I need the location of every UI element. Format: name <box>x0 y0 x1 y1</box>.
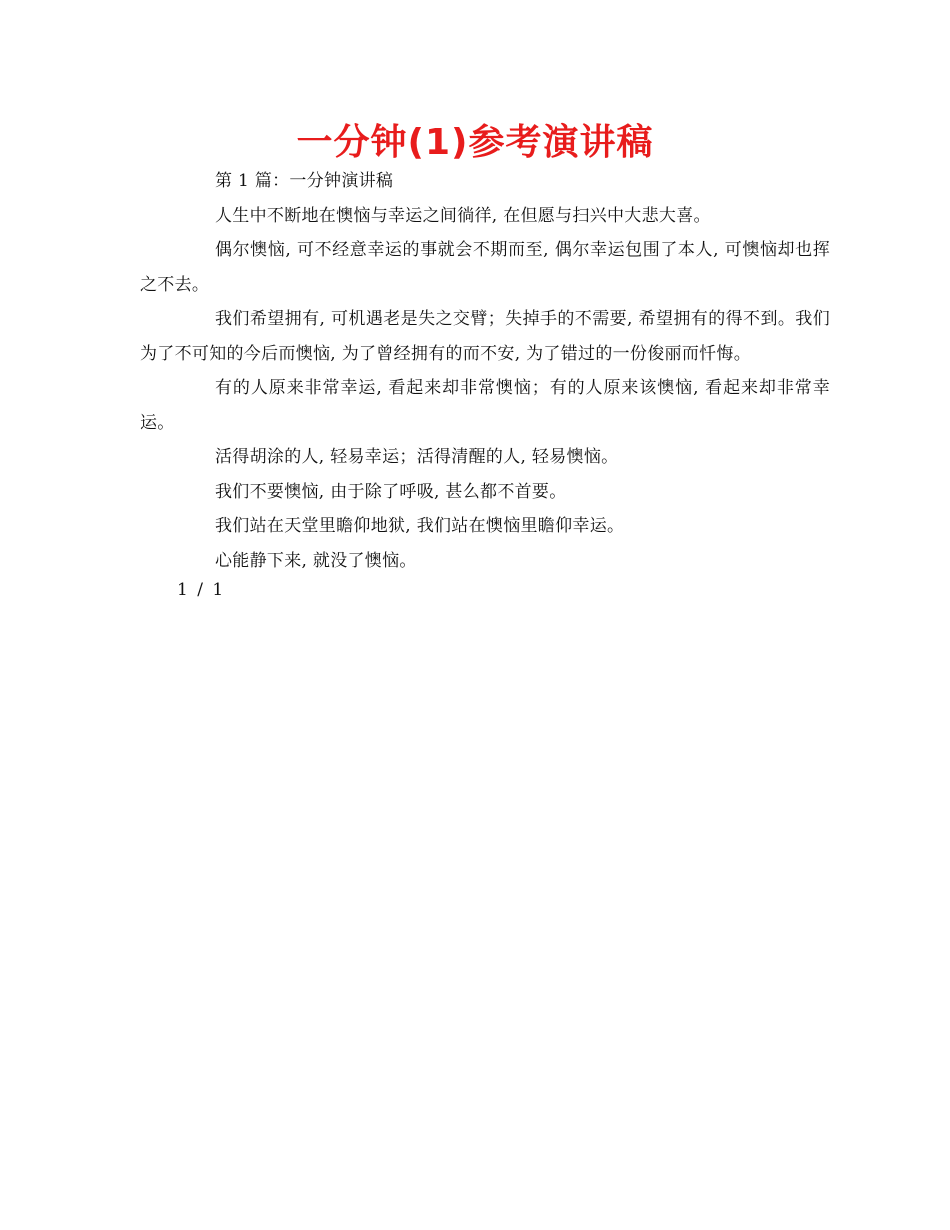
paragraph: 有的人原来非常幸运, 看起来却非常懊恼；有的人原来该懊恼, 看起来却非常幸运。 <box>140 378 830 433</box>
paragraph: 我们不要懊恼, 由于除了呼吸, 甚么都不首要。 <box>215 481 567 502</box>
paragraph: 我们希望拥有, 可机遇老是失之交臂；失掉手的不需要, 希望拥有的得不到。我们为了不可知的今后而懊恼, 为了曾经拥有的而不安, 为了错过的一份俊丽而忏悔。 <box>140 309 830 364</box>
document-title: 一分钟(1)参考演讲稿 <box>296 122 654 163</box>
paragraph-section-heading: 第 1 篇：一分钟演讲稿 <box>215 171 394 191</box>
paragraph: 活得胡涂的人, 轻易幸运；活得清醒的人, 轻易懊恼。 <box>215 447 619 467</box>
paragraph: 人生中不断地在懊恼与幸运之间徜徉, 在但愿与扫兴中大悲大喜。 <box>215 205 711 226</box>
page-number: 1 / 1 <box>177 580 226 600</box>
document-body <box>140 164 830 578</box>
paragraph: 心能静下来, 就没了懊恼。 <box>215 550 417 571</box>
paragraph: 我们站在天堂里瞻仰地狱, 我们站在懊恼里瞻仰幸运。 <box>215 516 625 536</box>
paragraph: 偶尔懊恼, 可不经意幸运的事就会不期而至, 偶尔幸运包围了本人, 可懊恼却也挥之不去。 <box>140 240 830 295</box>
